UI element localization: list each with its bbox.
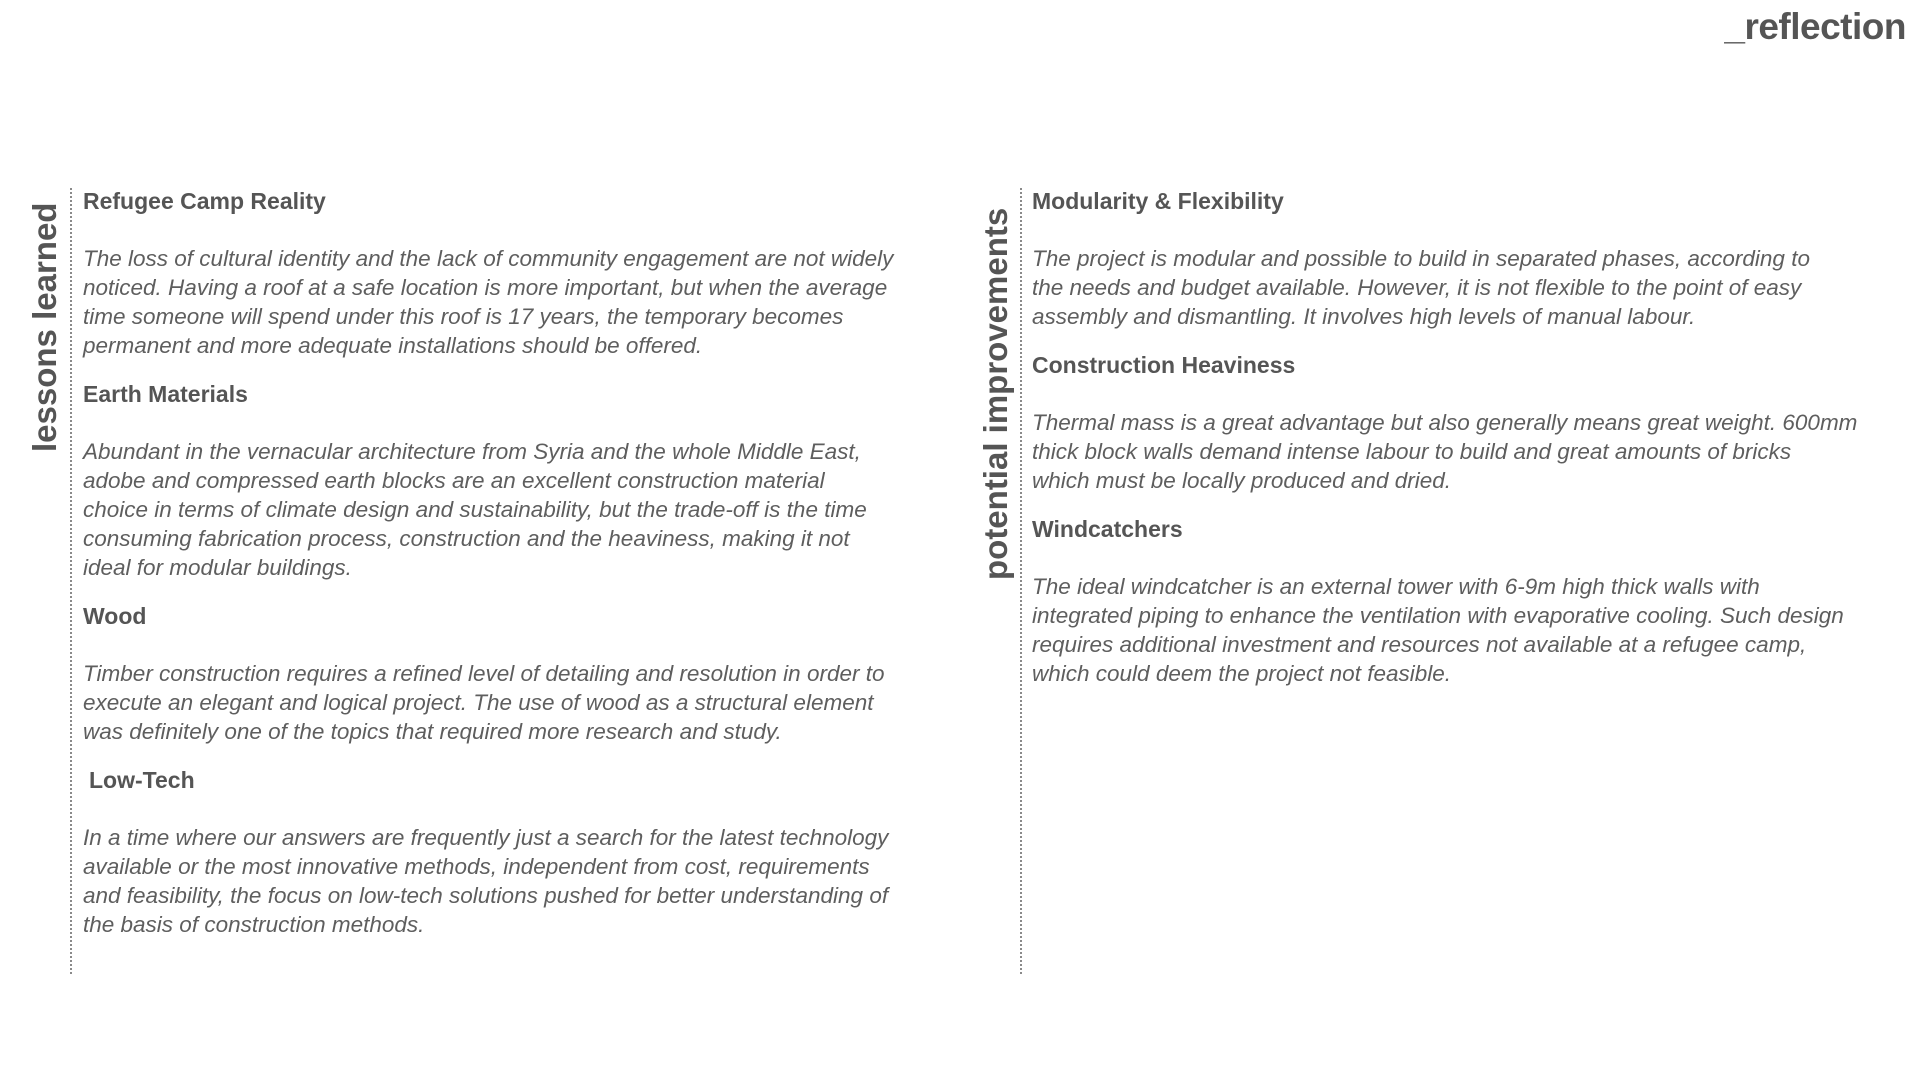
body-line: integrated piping to enhance the ventilation with evaporative cooling. Such design xyxy=(1032,603,1844,628)
body-line: Thermal mass is a great advantage but also generally means great weight. 600mm xyxy=(1032,410,1858,435)
body-line: assembly and dismantling. It involves high levels of manual labour. xyxy=(1032,304,1696,329)
body-line: which must be locally produced and dried. xyxy=(1032,468,1451,493)
lessons-learned-label: lessons learned xyxy=(26,202,63,452)
body-line: time someone will spend under this roof is 17 years, the temporary becomes xyxy=(83,304,844,329)
body-line: The loss of cultural identity and the lack of community engagement are not widely xyxy=(83,246,894,271)
body-line: In a time where our answers are frequently just a search for the latest technology xyxy=(83,825,889,850)
body-line: Timber construction requires a refined level of detailing and resolution in order to xyxy=(83,661,885,686)
body-line: execute an elegant and logical project. The use of wood as a structural element xyxy=(83,690,874,715)
section-windcatchers xyxy=(1032,515,1912,688)
body-line: The project is modular and possible to build in separated phases, according to xyxy=(1032,246,1810,271)
section-heading: Earth Materials xyxy=(83,381,248,407)
section-heading: Low-Tech xyxy=(89,767,195,793)
body-line: was definitely one of the topics that required more research and study. xyxy=(83,719,782,744)
section-modularity-flexibility xyxy=(1032,187,1912,331)
improvements-divider xyxy=(1020,188,1022,974)
body-line: which could deem the project not feasible. xyxy=(1032,661,1451,686)
potential-improvements-column xyxy=(1032,187,1912,708)
body-line: permanent and more adequate installations should be offered. xyxy=(83,333,703,358)
body-line: thick block walls demand intense labour to build and great amounts of bricks xyxy=(1032,439,1792,464)
section-body xyxy=(1032,244,1912,331)
section-body xyxy=(83,659,963,746)
body-line: requires additional investment and resources not available at a refugee camp, xyxy=(1032,632,1807,657)
section-construction-heaviness xyxy=(1032,351,1912,495)
body-line: The ideal windcatcher is an external tower with 6-9m high thick walls with xyxy=(1032,574,1760,599)
section-body xyxy=(1032,572,1912,688)
section-heading: Wood xyxy=(83,603,147,629)
section-refugee-camp-reality xyxy=(83,187,963,360)
section-body xyxy=(83,823,963,939)
section-wood xyxy=(83,602,963,746)
lessons-divider xyxy=(70,188,72,974)
body-line: the needs and budget available. However, it is not flexible to the point of easy xyxy=(1032,275,1802,300)
section-heading: Windcatchers xyxy=(1032,516,1183,542)
body-line: adobe and compressed earth blocks are an excellent construction material xyxy=(83,468,825,493)
body-line: noticed. Having a roof at a safe location is more important, but when the average xyxy=(83,275,888,300)
body-line: Abundant in the vernacular architecture from Syria and the whole Middle East, xyxy=(83,439,861,464)
body-line: and feasibility, the focus on low-tech solutions pushed for better understanding of xyxy=(83,883,889,908)
section-heading: Construction Heaviness xyxy=(1032,352,1296,378)
section-heading: Modularity & Flexibility xyxy=(1032,188,1284,214)
section-body xyxy=(83,437,963,582)
section-heading: Refugee Camp Reality xyxy=(83,188,326,214)
section-earth-materials xyxy=(83,380,963,582)
lessons-learned-column xyxy=(83,187,963,959)
potential-improvements-label: potential improvements xyxy=(977,207,1014,580)
page-title: _reflection xyxy=(1724,6,1906,47)
section-low-tech xyxy=(83,766,963,939)
section-body xyxy=(83,244,963,360)
body-line: the basis of construction methods. xyxy=(83,912,425,937)
body-line: consuming fabrication process, construction and the heaviness, making it not xyxy=(83,526,850,551)
body-line: available or the most innovative methods, independent from cost, requirements xyxy=(83,854,870,879)
body-line: choice in terms of climate design and sustainability, but the trade-off is the time xyxy=(83,497,867,522)
section-body xyxy=(1032,408,1912,495)
body-line: ideal for modular buildings. xyxy=(83,555,352,580)
